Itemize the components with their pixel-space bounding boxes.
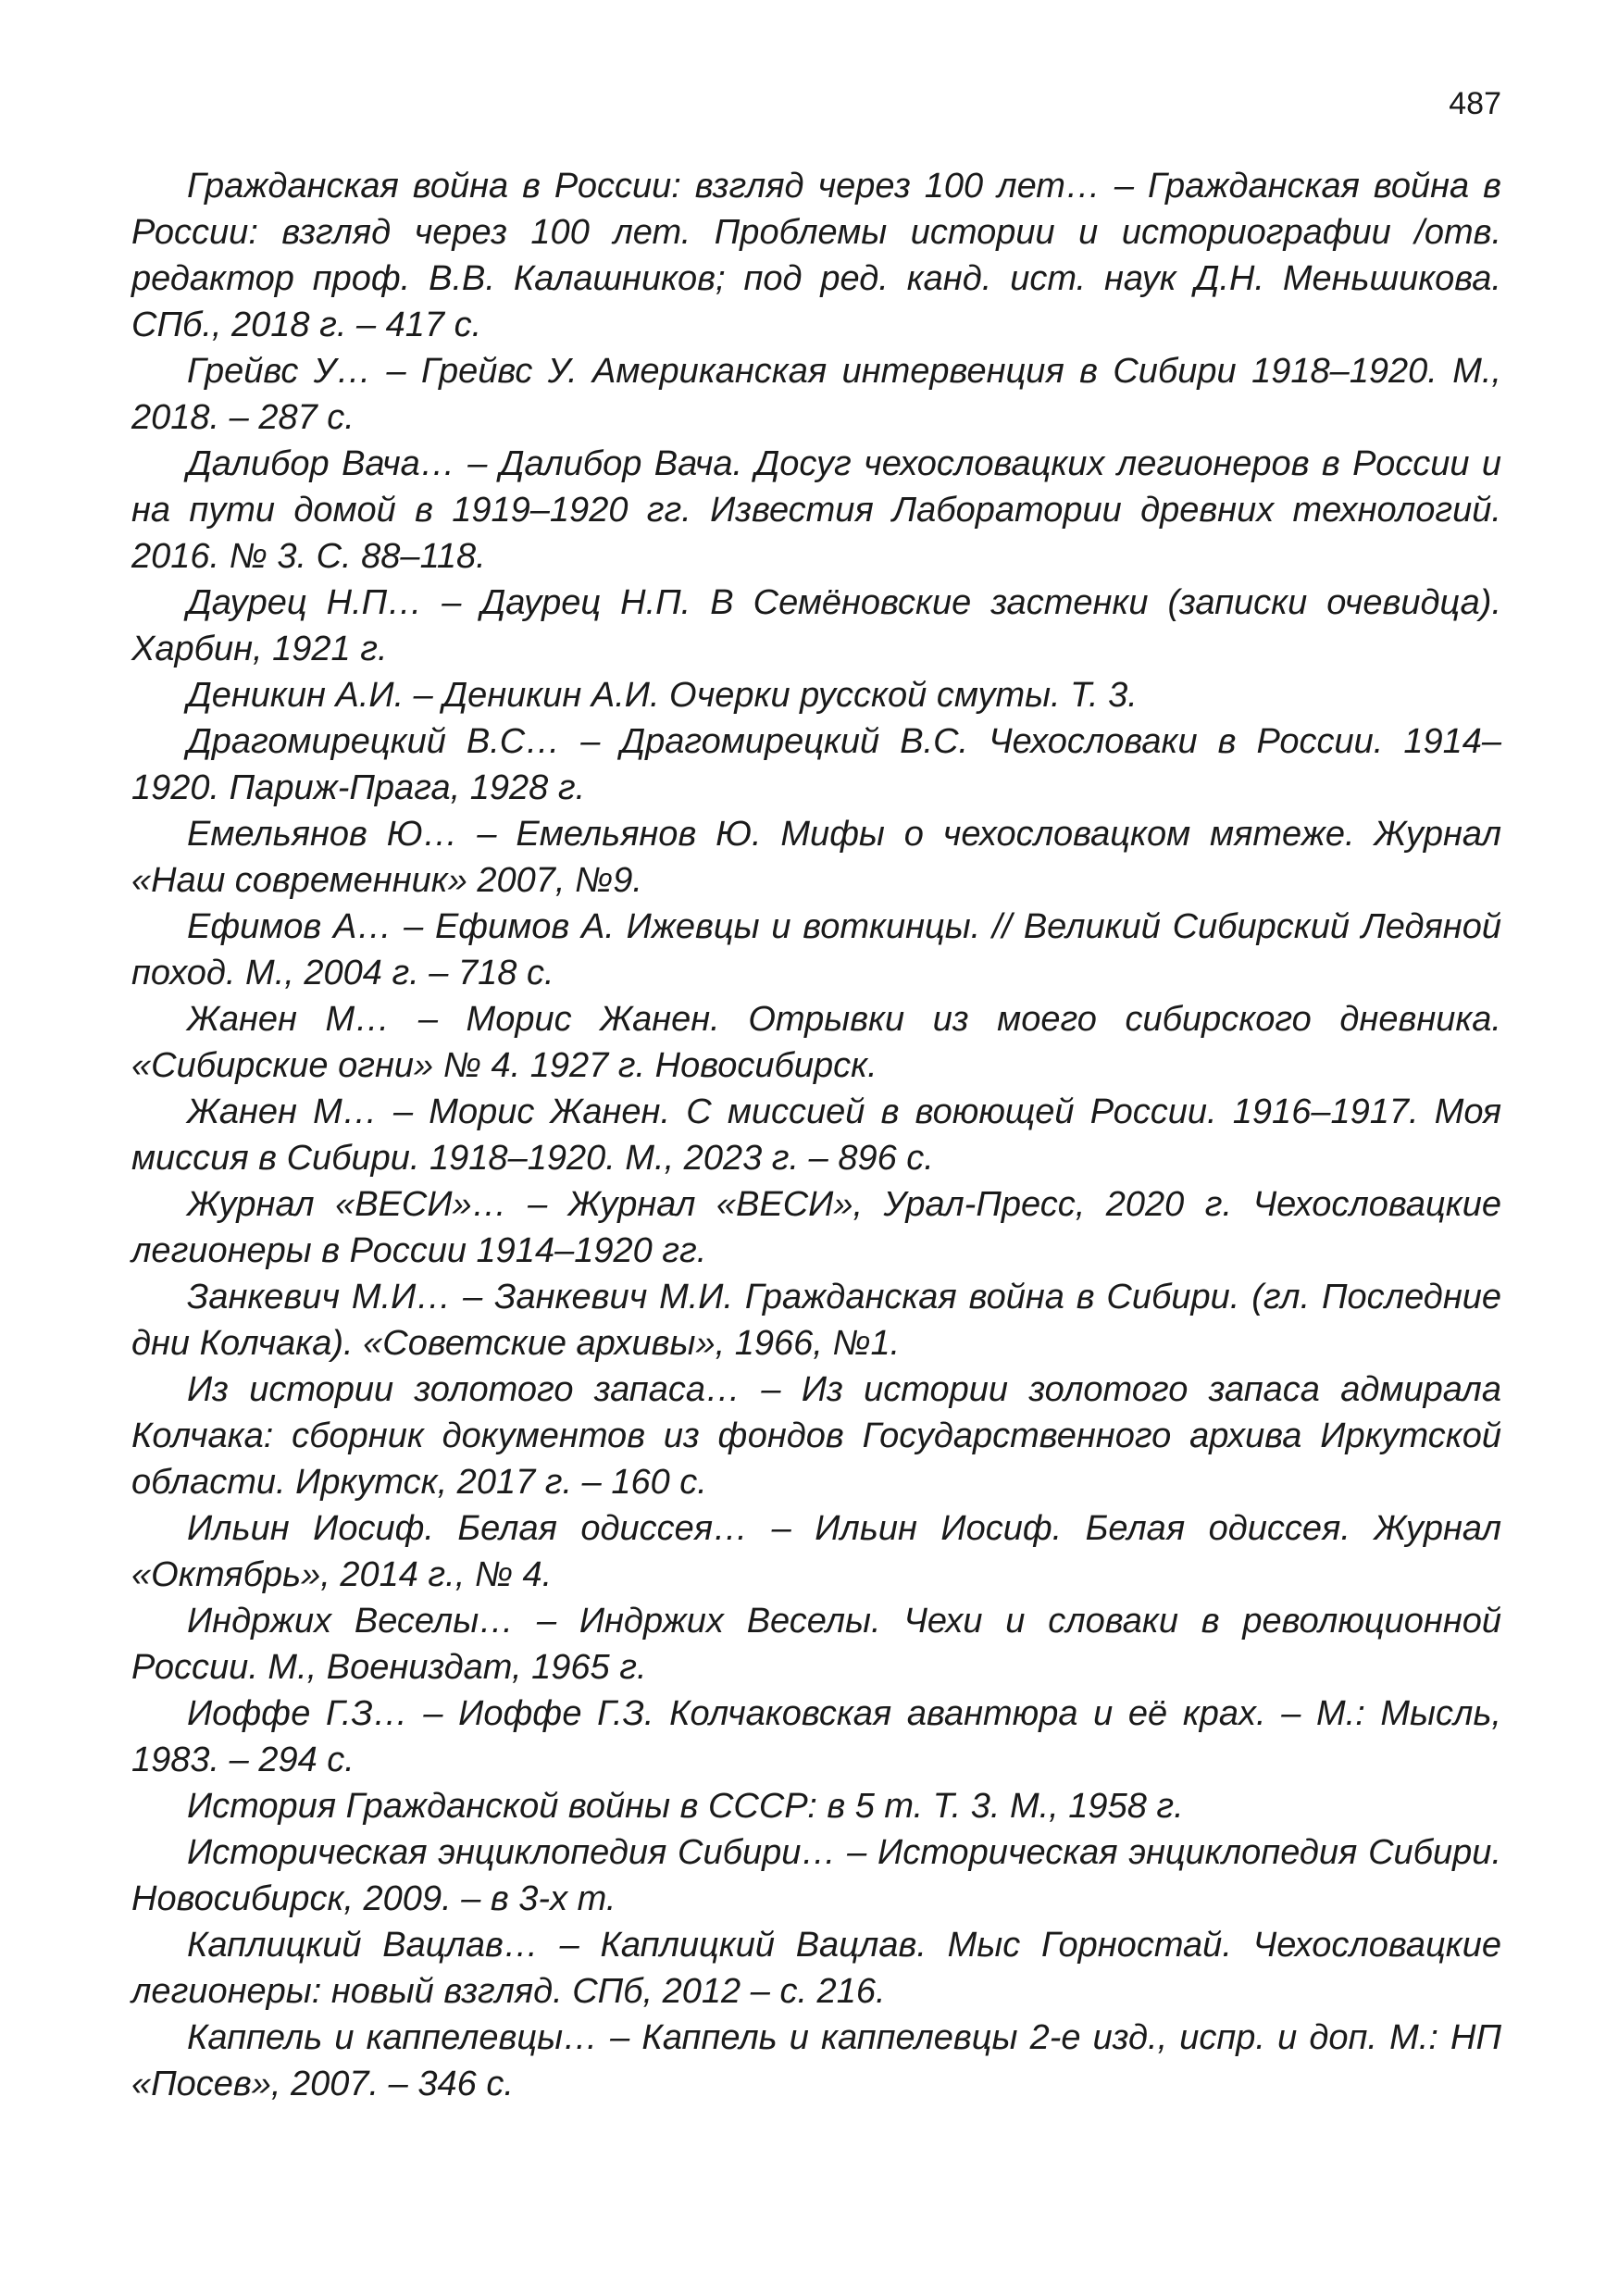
bibliography-entry: Гражданская война в России: взгляд через 100 лет… – Гражданская война в России: взгляд через 100 лет. Проблемы истории и историографии /отв. редактор проф. В.В. Калашников; под ред. канд. ист. наук Д.Н. Меньшикова. СПб., 2018 г. – 417 с. <box>131 167 1501 344</box>
bibliography-entry: Далибор Вача… – Далибор Вача. Досуг чехословацких легионеров в России и на пути домой в 1919–1920 гг. Известия Лаборатории древних технологий. 2016. № 3. С. 88–118. <box>131 444 1501 576</box>
page-number: 487 <box>1449 86 1501 121</box>
bibliography-list <box>131 163 1501 2107</box>
bibliography-entry: Даурец Н.П… – Даурец Н.П. В Семёновские застенки (записки очевидца). Харбин, 1921 г. <box>131 583 1501 668</box>
bibliography-entry: Грейвс У… – Грейвс У. Американская интервенция в Сибири 1918–1920. М., 2018. – 287 с. <box>131 352 1501 437</box>
bibliography-entry: Индржих Веселы… – Индржих Веселы. Чехи и словаки в революционной России. М., Воениздат, 1965 г. <box>131 1602 1501 1687</box>
bibliography-entry: Иоффе Г.З… – Иоффе Г.З. Колчаковская авантюра и её крах. – М.: Мысль, 1983. – 294 с. <box>131 1694 1501 1779</box>
bibliography-entry: Ефимов А… – Ефимов А. Ижевцы и воткинцы. // Великий Сибирский Ледяной поход. М., 2004 г. – 718 с. <box>131 907 1501 992</box>
bibliography-entry: Из истории золотого запаса… – Из истории золотого запаса адмирала Колчака: сборник документов из фондов Государственного архива Иркутской области. Иркутск, 2017 г. – 160 с. <box>131 1370 1501 1502</box>
bibliography-entry: Журнал «ВЕСИ»… – Журнал «ВЕСИ», Урал-Пресс, 2020 г. Чехословацкие легионеры в России 1914–1920 гг. <box>131 1185 1501 1270</box>
bibliography-entry: Жанен М… – Морис Жанен. Отрывки из моего сибирского дневника. «Сибирские огни» № 4. 1927 г. Новосибирск. <box>131 1000 1501 1085</box>
bibliography-entry: Историческая энциклопедия Сибири… – Историческая энциклопедия Сибири. Новосибирск, 2009. – в 3-х т. <box>131 1833 1501 1918</box>
bibliography-entry: Занкевич М.И… – Занкевич М.И. Гражданская война в Сибири. (гл. Последние дни Колчака). «Советские архивы», 1966, №1. <box>131 1278 1501 1363</box>
bibliography-entry: История Гражданской войны в СССР: в 5 т. Т. 3. М., 1958 г. <box>187 1787 1184 1826</box>
bibliography-entry: Деникин А.И. – Деникин А.И. Очерки русской смуты. Т. 3. <box>187 676 1138 715</box>
bibliography-entry: Ильин Иосиф. Белая одиссея… – Ильин Иосиф. Белая одиссея. Журнал «Октябрь», 2014 г., № 4. <box>131 1509 1501 1594</box>
bibliography-entry: Жанен М… – Морис Жанен. С миссией в воюющей России. 1916–1917. Моя миссия в Сибири. 1918–1920. М., 2023 г. – 896 с. <box>131 1092 1501 1178</box>
bibliography-entry: Драгомирецкий В.С… – Драгомирецкий В.С. Чехословаки в России. 1914–1920. Париж-Прага, 1928 г. <box>131 722 1501 807</box>
bibliography-entry: Емельянов Ю… – Емельянов Ю. Мифы о чехословацком мятеже. Журнал «Наш современник» 2007, №9. <box>131 815 1501 900</box>
bibliography-entry: Каппель и каппелевцы… – Каппель и каппелевцы 2-е изд., испр. и доп. М.: НП «Посев», 2007. – 346 с. <box>131 2018 1501 2103</box>
bibliography-entry: Каплицкий Вацлав… – Каплицкий Вацлав. Мыс Горностай. Чехословацкие легионеры: новый взгляд. СПб, 2012 – с. 216. <box>131 1926 1501 2011</box>
